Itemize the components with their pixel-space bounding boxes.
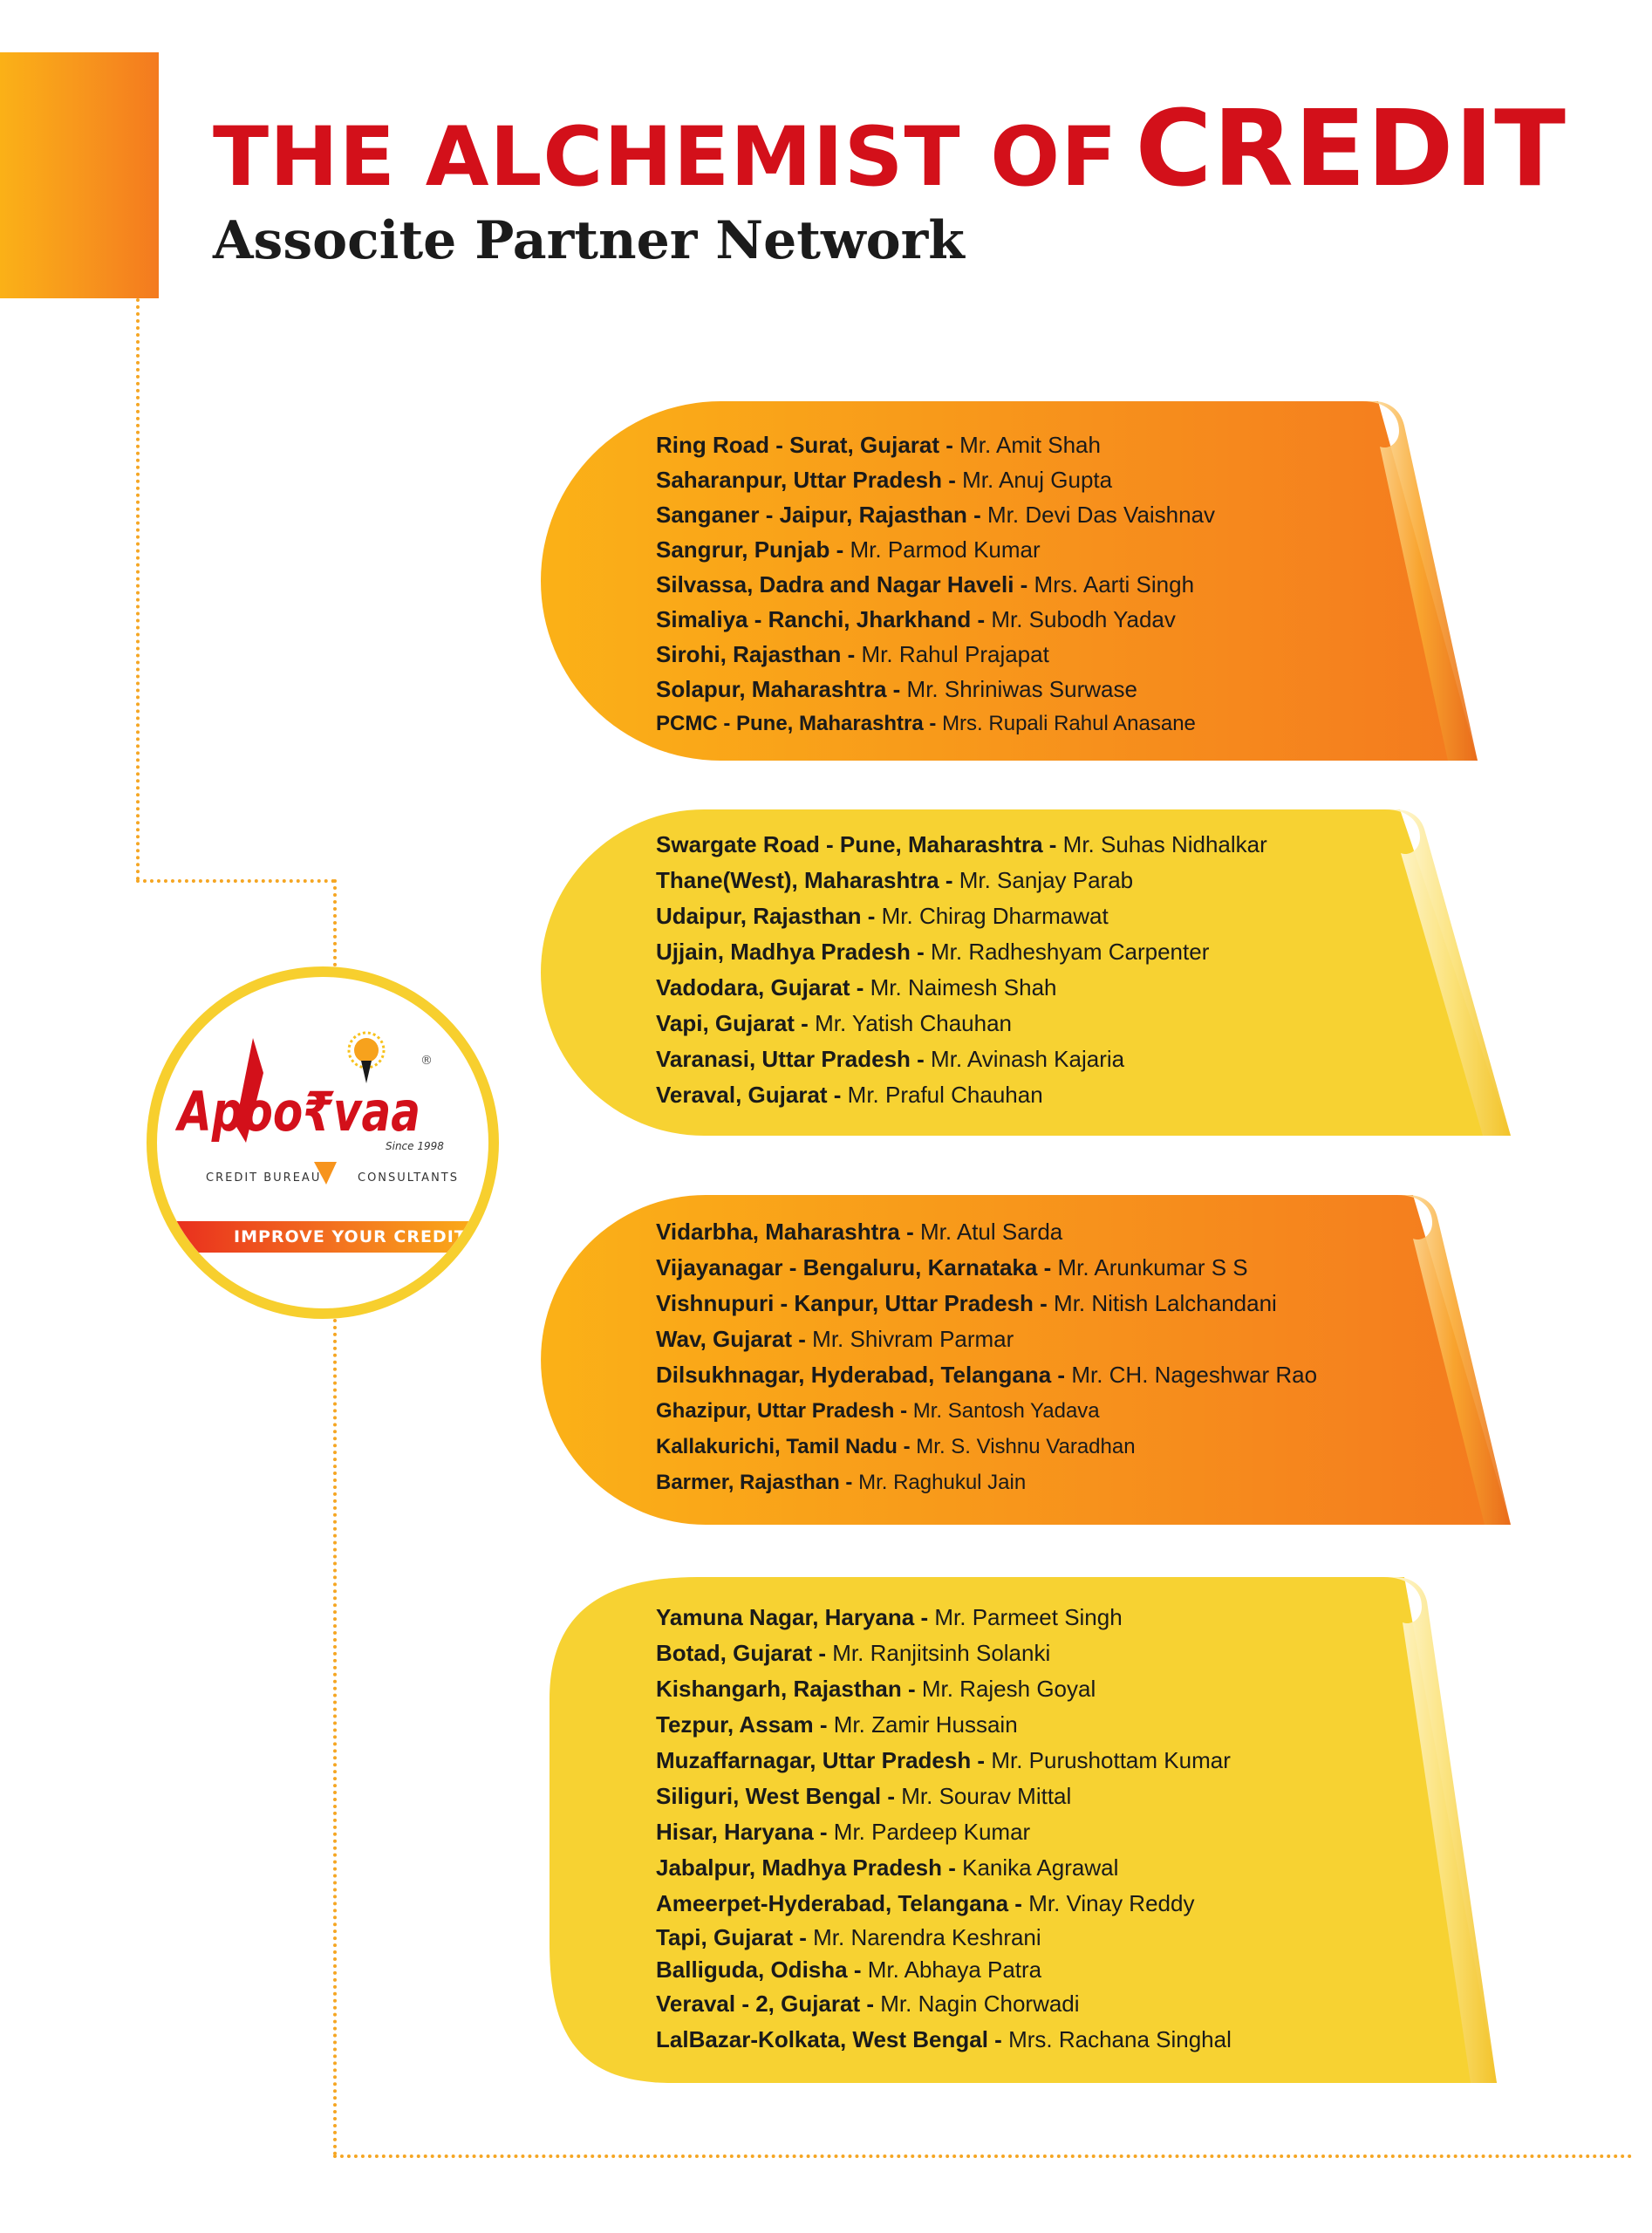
- list-item: [656, 1743, 1232, 1779]
- partner-name: Mr. Radheshyam Carpenter: [930, 939, 1210, 965]
- partner-location: Swargate Road - Pune, Maharashtra -: [656, 831, 1063, 857]
- partner-name: Mr. Suhas Nidhalkar: [1062, 831, 1267, 857]
- partner-location: LalBazar-Kolkata, West Bengal -: [656, 2026, 1009, 2052]
- sun-emblem-icon: [349, 1033, 384, 1083]
- list-item: [656, 1393, 1317, 1429]
- partner-location: Dilsukhnagar, Hyderabad, Telangana -: [656, 1362, 1072, 1388]
- list-item: [656, 1041, 1267, 1077]
- list-item: [656, 567, 1215, 602]
- page-title: [213, 89, 1567, 210]
- partner-location: Muzaffarnagar, Uttar Pradesh -: [656, 1747, 992, 1773]
- partner-location: Thane(West), Maharashtra -: [656, 867, 959, 893]
- partner-location: Yamuna Nagar, Haryana -: [656, 1604, 935, 1630]
- partner-name: Mrs. Rachana Singhal: [1008, 2026, 1232, 2052]
- partner-name: Mr. Vinay Reddy: [1028, 1890, 1195, 1916]
- partner-location: PCMC - Pune, Maharashtra -: [656, 712, 943, 735]
- partner-location: Silvassa, Dadra and Nagar Haveli -: [656, 571, 1034, 598]
- list-item: [656, 2022, 1232, 2058]
- partner-name: Mr. Nagin Chorwadi: [880, 1991, 1080, 2017]
- partner-banner: [541, 1195, 1518, 1525]
- partner-location: Barmer, Rajasthan -: [656, 1471, 859, 1494]
- partner-location: Udaipur, Rajasthan -: [656, 903, 882, 929]
- partner-location: Ujjain, Madhya Pradesh -: [656, 939, 931, 965]
- list-item: [656, 1986, 1232, 2022]
- registered-mark: ®: [420, 1054, 433, 1068]
- corner-accent-block: [0, 52, 159, 298]
- list-item: [656, 1429, 1317, 1465]
- page-subtitle: Associte Partner Network: [213, 210, 965, 271]
- partner-location: Ameerpet-Hyderabad, Telangana -: [656, 1890, 1029, 1916]
- list-item: [656, 1922, 1232, 1954]
- partner-location: Tapi, Gujarat -: [656, 1924, 814, 1950]
- partner-location: Vapi, Gujarat -: [656, 1010, 816, 1036]
- logo-graphic: [157, 977, 488, 1308]
- partner-name: Mr. Abhaya Patra: [867, 1956, 1042, 1983]
- list-item: [656, 1707, 1232, 1743]
- list-item: [656, 898, 1267, 934]
- list-item: [656, 1886, 1232, 1922]
- partner-name: Mr. Raghukul Jain: [858, 1471, 1027, 1494]
- partner-name: Mr. Pardeep Kumar: [833, 1819, 1031, 1845]
- list-item: [656, 1779, 1232, 1814]
- partner-location: Siliguri, West Bengal -: [656, 1783, 902, 1809]
- company-logo: [147, 966, 499, 1319]
- list-item: [656, 1850, 1232, 1886]
- list-item: [656, 863, 1267, 898]
- partner-location: Sangrur, Punjab -: [656, 536, 850, 563]
- partner-location: Vidarbha, Maharashtra -: [656, 1219, 920, 1245]
- partner-location: Hisar, Haryana -: [656, 1819, 834, 1845]
- title-main: THE ALCHEMIST OF: [213, 110, 1118, 205]
- partner-name: Mrs. Aarti Singh: [1034, 571, 1195, 598]
- partner-location: Jabalpur, Madhya Pradesh -: [656, 1854, 963, 1881]
- partner-name: Mr. Shriniwas Surwase: [906, 676, 1137, 702]
- partner-location: Solapur, Maharashtra -: [656, 676, 907, 702]
- connector-line: [333, 2154, 1633, 2158]
- logo-since-text: Since 1998: [386, 1140, 444, 1152]
- connector-line: [136, 298, 140, 881]
- partner-name: Kanika Agrawal: [962, 1854, 1119, 1881]
- partner-location: Botad, Gujarat -: [656, 1640, 833, 1666]
- logo-left-tag: CREDIT BUREAU: [206, 1171, 322, 1185]
- partner-name: Mr. Ranjitsinh Solanki: [832, 1640, 1051, 1666]
- partner-location: Varanasi, Uttar Pradesh -: [656, 1046, 932, 1072]
- partner-name: Mr. Avinash Kajaria: [931, 1046, 1125, 1072]
- partner-name: Mr. Rajesh Goyal: [921, 1676, 1096, 1702]
- partner-name: Mr. Santosh Yadava: [912, 1399, 1100, 1423]
- partner-name: Mr. Anuj Gupta: [962, 467, 1113, 493]
- partner-name: Mr. Parmeet Singh: [934, 1604, 1123, 1630]
- partner-name: Mr. Purushottam Kumar: [991, 1747, 1231, 1773]
- partner-name: Mr. Narendra Keshrani: [813, 1924, 1041, 1950]
- logo-slogan: IMPROVE YOUR CREDIT: [157, 1221, 488, 1253]
- partner-name: Mr. Devi Das Vaishnav: [987, 502, 1216, 528]
- list-item: [656, 1250, 1317, 1286]
- list-item: [656, 1954, 1232, 1986]
- list-item: [656, 970, 1267, 1006]
- partner-location: Saharanpur, Uttar Pradesh -: [656, 467, 963, 493]
- partner-name: Mr. Subodh Yadav: [991, 606, 1176, 632]
- partner-location: Tezpur, Assam -: [656, 1711, 834, 1738]
- partner-name: Mr. Naimesh Shah: [870, 974, 1057, 1000]
- partner-name: Mr. Sanjay Parab: [959, 867, 1134, 893]
- partner-location: Wav, Gujarat -: [656, 1326, 813, 1352]
- partner-name: Mr. CH. Nageshwar Rao: [1071, 1362, 1318, 1388]
- list-item: [656, 1006, 1267, 1041]
- partner-location: Simaliya - Ranchi, Jharkhand -: [656, 606, 992, 632]
- partner-name: Mr. S. Vishnu Varadhan: [916, 1435, 1136, 1458]
- list-item: [656, 532, 1215, 567]
- partner-name: Mr. Nitish Lalchandani: [1054, 1290, 1277, 1316]
- list-item: [656, 1465, 1317, 1500]
- list-item: [656, 602, 1215, 637]
- list-item: [656, 462, 1215, 497]
- partner-name: Mr. Praful Chauhan: [847, 1082, 1043, 1108]
- partner-name: Mr. Sourav Mittal: [901, 1783, 1072, 1809]
- partner-name: Mr. Rahul Prajapat: [861, 641, 1049, 667]
- partner-location: Ghazipur, Uttar Pradesh -: [656, 1399, 913, 1423]
- partner-name: Mr. Zamir Hussain: [833, 1711, 1018, 1738]
- partner-banner: [541, 809, 1518, 1136]
- list-item: [656, 497, 1215, 532]
- partner-location: Ring Road - Surat, Gujarat -: [656, 432, 960, 458]
- partner-location: Sirohi, Rajasthan -: [656, 641, 862, 667]
- partner-name: Mr. Amit Shah: [959, 432, 1101, 458]
- partner-location: Vadodara, Gujarat -: [656, 974, 870, 1000]
- partner-location: Balliguda, Odisha -: [656, 1956, 868, 1983]
- partner-location: Kishangarh, Rajasthan -: [656, 1676, 922, 1702]
- logo-right-tag: CONSULTANTS: [358, 1171, 459, 1185]
- partner-location: Vishnupuri - Kanpur, Uttar Pradesh -: [656, 1290, 1055, 1316]
- list-item: [656, 1600, 1232, 1635]
- list-item: [656, 934, 1267, 970]
- list-item: [656, 1214, 1317, 1250]
- list-item: [656, 1814, 1232, 1850]
- list-item: [656, 827, 1267, 863]
- list-item: [656, 1671, 1232, 1707]
- list-item: [656, 637, 1215, 672]
- list-item: [656, 672, 1215, 707]
- partner-name: Mrs. Rupali Rahul Anasane: [942, 712, 1196, 735]
- partner-location: Vijayanagar - Bengaluru, Karnataka -: [656, 1254, 1058, 1280]
- partner-name: Mr. Shivram Parmar: [812, 1326, 1014, 1352]
- list-item: [656, 1321, 1317, 1357]
- partner-banner: [541, 401, 1483, 761]
- list-item: [656, 427, 1215, 462]
- partner-name: Mr. Chirag Dharmawat: [881, 903, 1109, 929]
- partner-name: Mr. Arunkumar S S: [1057, 1254, 1248, 1280]
- partner-banner: [541, 1577, 1500, 2083]
- list-item: [656, 1635, 1232, 1671]
- partner-name: Mr. Yatish Chauhan: [815, 1010, 1013, 1036]
- partner-location: Sanganer - Jaipur, Rajasthan -: [656, 502, 987, 528]
- partner-location: Veraval - 2, Gujarat -: [656, 1991, 881, 2017]
- list-item: [656, 1286, 1317, 1321]
- connector-line: [333, 1319, 337, 2156]
- list-item: [656, 1357, 1317, 1393]
- partner-name: Mr. Atul Sarda: [919, 1219, 1063, 1245]
- list-item: [656, 1077, 1267, 1113]
- partner-name: Mr. Parmod Kumar: [850, 536, 1041, 563]
- logo-brand-text: Apoo₹vaa: [174, 1080, 421, 1144]
- connector-line: [136, 879, 335, 883]
- title-emphasis: CREDIT: [1135, 89, 1567, 210]
- list-item: [656, 707, 1215, 741]
- partner-location: Kallakurichi, Tamil Nadu -: [656, 1435, 917, 1458]
- partner-location: Veraval, Gujarat -: [656, 1082, 848, 1108]
- connector-line: [333, 879, 337, 966]
